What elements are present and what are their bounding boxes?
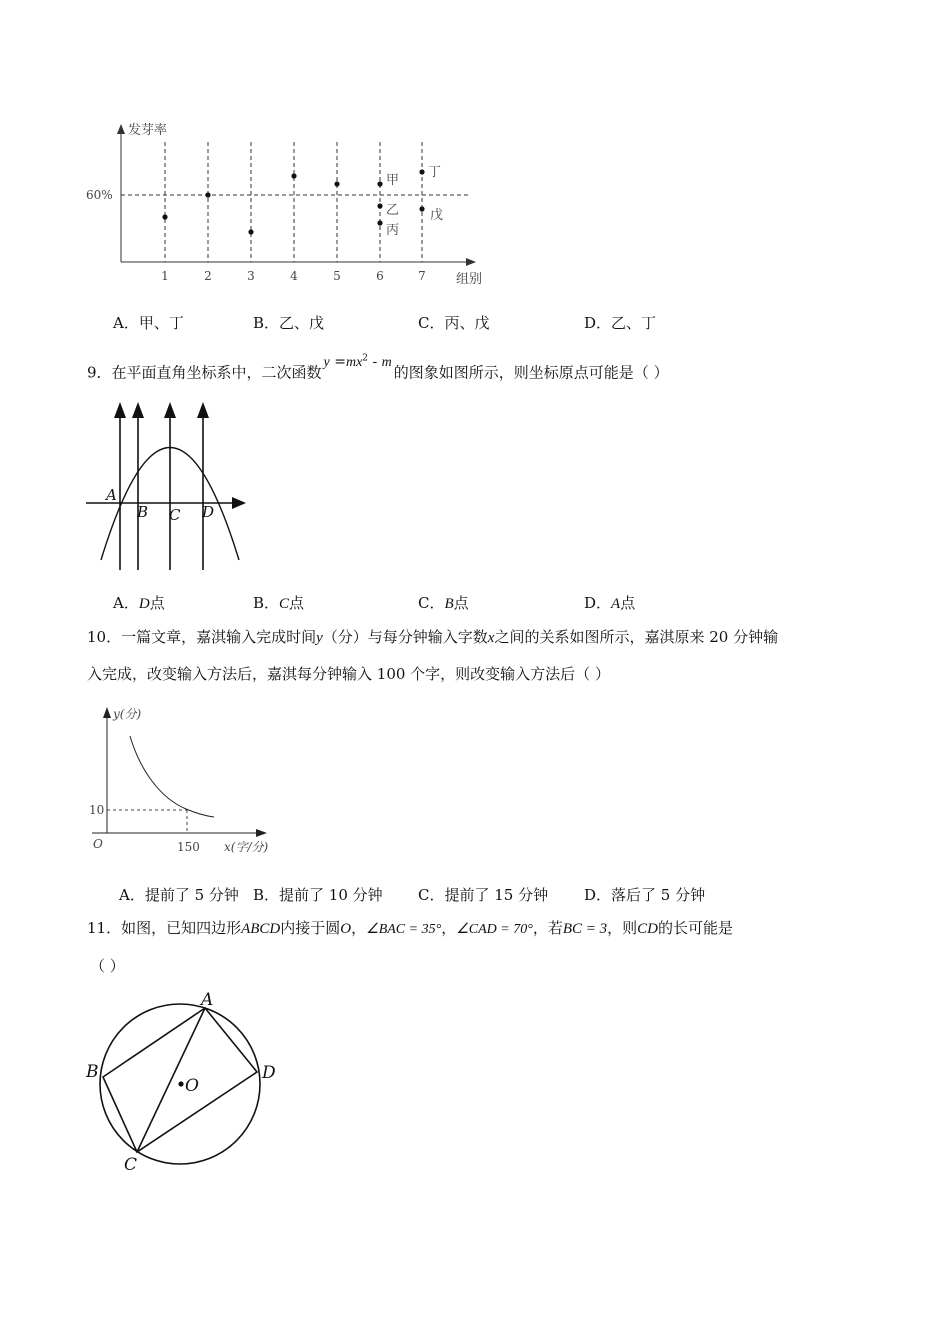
group-tick-4: 4: [290, 269, 298, 283]
point-yi: [377, 203, 382, 208]
arrow-c: [164, 402, 176, 418]
arrow-d: [197, 402, 209, 418]
label-ding: 丁: [428, 165, 442, 180]
hyperbola-curve: [130, 736, 214, 817]
q10-option-d[interactable]: D．落后了 5 分钟: [584, 886, 706, 904]
point-c-label: C: [169, 506, 181, 524]
q8-option-d[interactable]: D．乙、丁: [584, 314, 657, 332]
label-jia: 甲: [386, 173, 400, 188]
label-bing: 丙: [386, 223, 400, 238]
q9-formula: $y =mx^2 - m$: [323, 353, 392, 370]
group-tick-7: 7: [418, 269, 426, 283]
q10-stem-line1: 10．一篇文章，嘉淇输入完成时间y（分）与每分钟输入字数x之间的关系如图所示，嘉淇原来 20 分钟输: [87, 628, 779, 646]
y-axis-arrow: [103, 707, 111, 718]
q8-option-a[interactable]: A．甲、丁: [113, 314, 184, 332]
x-tick-150: 150: [177, 840, 200, 854]
group-tick-6: 6: [376, 269, 384, 283]
q10-option-a[interactable]: A．提前了 5 分钟: [119, 886, 239, 904]
point-ding: [419, 169, 424, 174]
point-bing: [377, 220, 382, 225]
center-o-label: O: [185, 1076, 199, 1096]
q10-option-b[interactable]: B．提前了 10 分钟: [253, 886, 383, 904]
point-group-5: [334, 181, 339, 186]
group-tick-5: 5: [333, 269, 341, 283]
point-group-4: [291, 173, 296, 178]
inscribed-quadrilateral-figure: [82, 986, 282, 1176]
q9-option-c[interactable]: C．B点: [418, 594, 469, 612]
point-b-label: B: [137, 503, 149, 521]
x-axis-label: 组别: [456, 272, 483, 287]
q9-option-b[interactable]: B．C点: [253, 594, 305, 612]
point-wu: [419, 206, 424, 211]
y-axis-arrow: [117, 124, 125, 134]
q9-option-a[interactable]: A．D点: [113, 594, 165, 612]
quadrilateral-abcd: [103, 1008, 257, 1152]
point-a-label: A: [106, 486, 117, 504]
point-d-label: D: [202, 503, 215, 521]
y-axis-label: 发芽率: [128, 123, 168, 138]
vertex-d-label: D: [262, 1063, 276, 1083]
q10-option-c[interactable]: C．提前了 15 分钟: [418, 886, 549, 904]
q8-option-b[interactable]: B．乙、戊: [253, 314, 325, 332]
q9-stem: 9．在平面直角坐标系中，二次函数$y =mx^2 - m$的图象如图所示，则坐标原点可能是（ ）: [87, 353, 669, 382]
q10-stem-line2: 入完成，改变输入方法后，嘉淇每分钟输入 100 个字，则改变输入方法后（ ）: [87, 665, 610, 683]
horizontal-axis-arrow: [232, 497, 246, 509]
vertex-b-label: B: [86, 1062, 99, 1082]
group-tick-1: 1: [161, 269, 169, 283]
x-axis-arrow: [466, 258, 476, 266]
x-axis-label: x(字/分): [224, 840, 269, 854]
group-tick-2: 2: [204, 269, 212, 283]
label-yi: 乙: [386, 203, 400, 218]
q11-stem-line1: 11．如图，已知四边形ABCD内接于圆O，∠BAC = 35°，∠CAD = 70°，若BC = 3，则CD的长可能是: [87, 919, 733, 937]
parabola-figure: [84, 398, 254, 574]
label-wu: 戊: [430, 208, 444, 223]
origin-label: O: [93, 837, 103, 851]
group-tick-3: 3: [247, 269, 255, 283]
y-axis-label: y(分): [113, 707, 142, 721]
vertex-c-label: C: [124, 1155, 138, 1175]
point-group-2: [205, 192, 210, 197]
typing-time-graph: [84, 702, 284, 858]
point-group-1: [162, 214, 167, 219]
q8-option-c[interactable]: C．丙、戊: [418, 314, 490, 332]
x-axis-arrow: [256, 829, 267, 837]
y-tick-10: 10: [89, 803, 105, 817]
center-o: [178, 1081, 183, 1086]
point-jia: [377, 181, 382, 186]
reference-label: 60%: [86, 188, 113, 202]
germination-rate-chart: [80, 118, 500, 293]
vertex-a-label: A: [201, 990, 214, 1010]
point-group-3: [248, 229, 253, 234]
q9-option-d[interactable]: D．A点: [584, 594, 636, 612]
arrow-b: [132, 402, 144, 418]
q11-stem-line2: （ ）: [90, 957, 125, 975]
arrow-a: [114, 402, 126, 418]
